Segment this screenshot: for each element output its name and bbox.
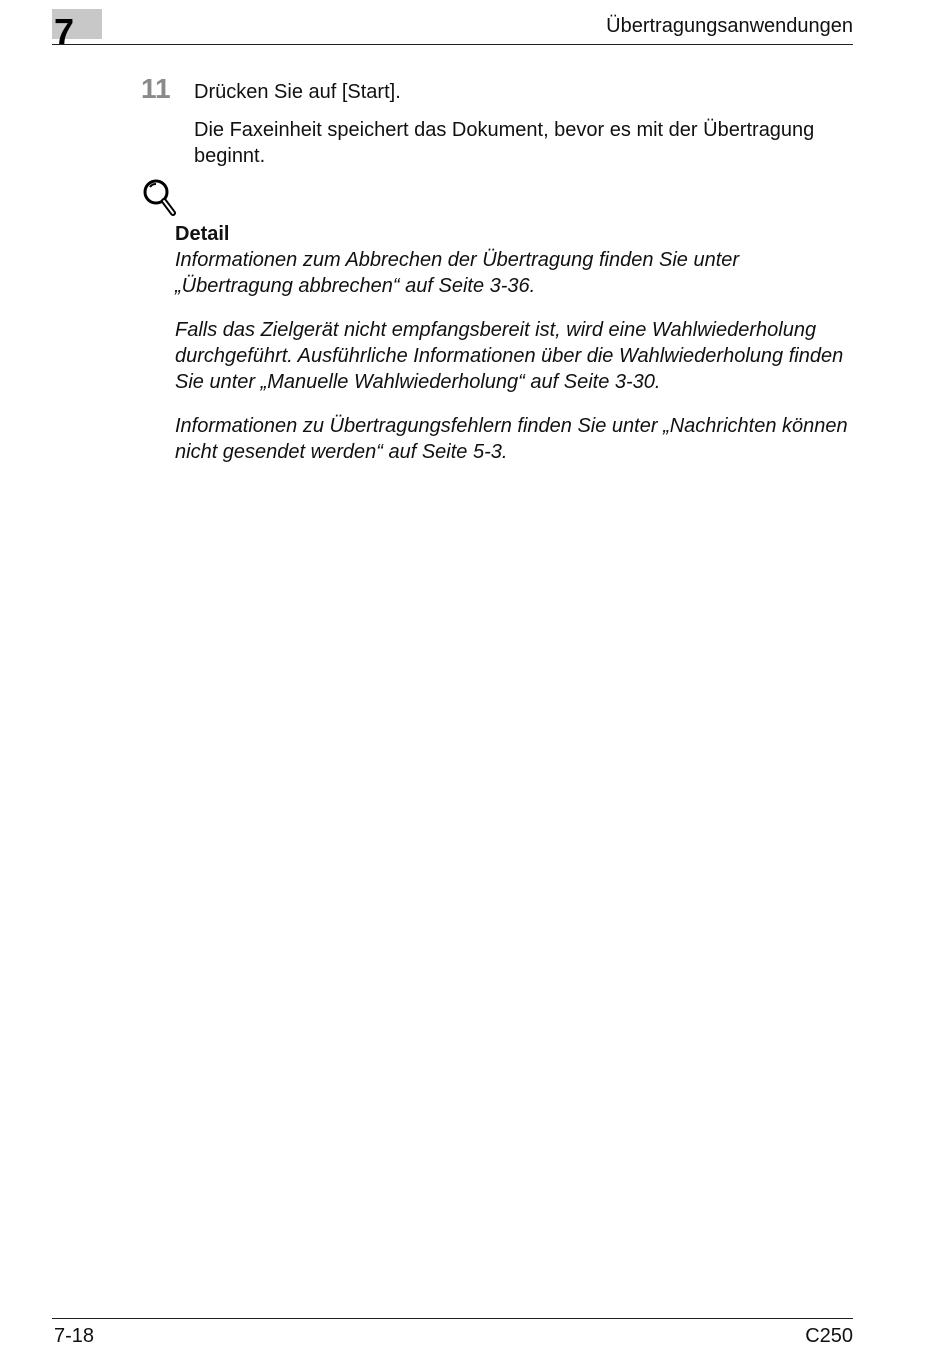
detail-paragraph: Informationen zu Übertragungsfehlern finden Sie unter „Nachrichten können nicht gesendet werden“ auf Seite 5-3. [175,415,848,463]
page-header-title: Übertragungsanwendungen [606,15,853,37]
footer-model: C250 [805,1325,853,1347]
step-description: Die Faxeinheit speichert das Dokument, bevor es mit der Übertragung beginnt. [194,119,815,167]
detail-paragraph: Informationen zum Abbrechen der Übertragung finden Sie unter „Übertragung abbrechen“ auf Seite 3-36. [175,249,740,297]
chapter-number: 7 [54,11,75,52]
footer-page-number: 7-18 [54,1325,95,1347]
detail-heading: Detail [175,223,230,245]
detail-paragraph: Falls das Zielgerät nicht empfangsbereit ist, wird eine Wahlwiederholung durchgeführt. Ausführliche Informationen über die Wahlwiederholung finden Sie unter „Manuelle Wahlwiederholung“ auf Seite 3-30. [175,319,844,393]
magnifier-icon [142,178,178,218]
footer-divider [52,1318,853,1319]
step-number: 11 [141,73,171,104]
step-instruction: Drücken Sie auf [Start]. [194,81,401,103]
header-divider [52,44,853,45]
